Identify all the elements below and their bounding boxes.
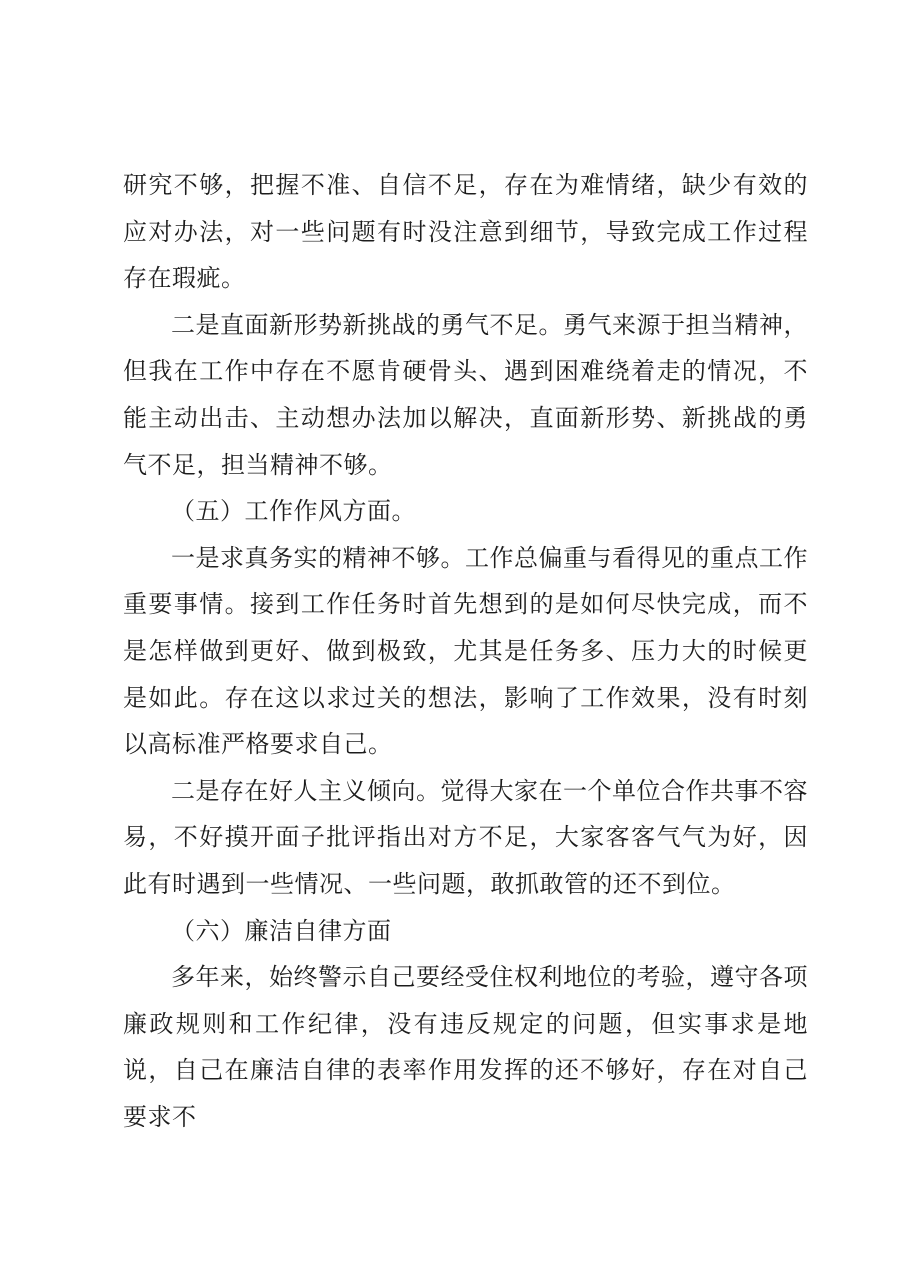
paragraph-courage: 二是直面新形势新挑战的勇气不足。勇气来源于担当精神，但我在工作中存在不愿肯硬骨头、遇到困难绕着走的情况，不能主动出击、主动想办法加以解决，直面新形势、新挑战的勇气不足，担当精神不够。 [123, 310, 808, 479]
paragraph-good-person-tendency: 二是存在好人主义倾向。觉得大家在一个单位合作共事不容易，不好摸开面子批评指出对方不足，大家客客气气为好，因此有时遇到一些情况、一些问题，敢抓敢管的还不到位。 [123, 776, 808, 898]
paragraph-continuation: 研究不够，把握不准、自信不足，存在为难情绪，缺少有效的应对办法，对一些问题有时没注意到细节，导致完成工作过程存在瑕疵。 [123, 171, 808, 293]
section-heading-integrity: （六）廉洁自律方面 [171, 916, 392, 945]
section-heading-work-style: （五）工作作风方面。 [171, 497, 416, 526]
paragraph-integrity: 多年来，始终警示自己要经受住权利地位的考验，遵守各项廉政规则和工作纪律，没有违反规定的问题，但实事求是地说，自己在廉洁自律的表率作用发挥的还不够好，存在对自己要求不 [123, 963, 808, 1131]
paragraph-pragmatism: 一是求真务实的精神不够。工作总偏重与看得见的重点工作重要事情。接到工作任务时首先想到的是如何尽快完成，而不是怎样做到更好、做到极致，尤其是任务多、压力大的时候更是如此。存在这以求过关的想法，影响了工作效果，没有时刻以高标准严格要求自己。 [123, 543, 808, 759]
document-body [123, 162, 808, 1140]
